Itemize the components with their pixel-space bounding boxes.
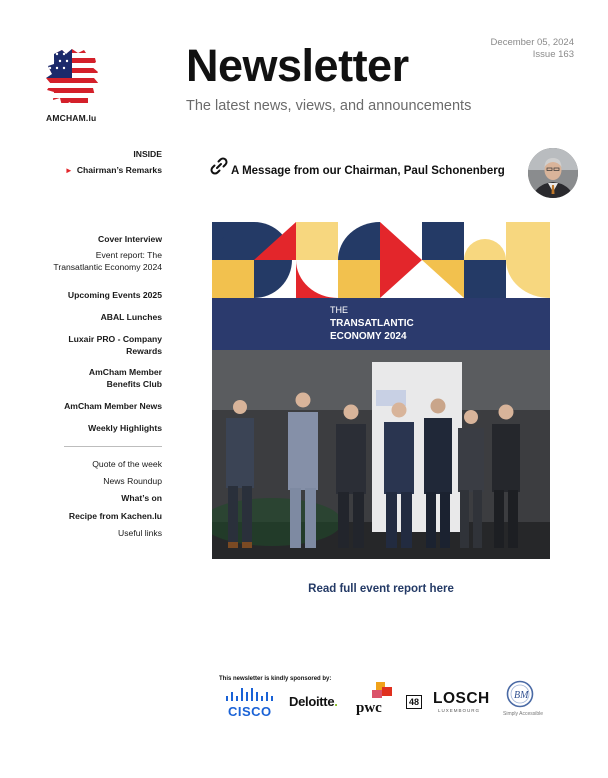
sponsor-losch[interactable]: LOSCH <box>433 690 490 707</box>
banner-line1: THE <box>330 305 348 315</box>
sidebar-item-abal-lunches[interactable]: ABAL Lunches <box>100 312 162 322</box>
amcham-logo[interactable] <box>44 48 100 110</box>
sidebar-item-event-report[interactable] <box>53 250 162 273</box>
sidebar-item-useful-links[interactable]: Useful links <box>118 528 162 538</box>
deloitte-dot: . <box>334 694 338 709</box>
sidebar-item-label: Chairman’s Remarks <box>76 165 162 175</box>
sidebar-item-quote[interactable]: Quote of the week <box>92 459 162 469</box>
sidebar-item-news-roundup[interactable]: News Roundup <box>103 476 162 486</box>
losch-48-badge: 48 <box>406 695 422 709</box>
sidebar-item-recipe[interactable]: Recipe from Kachen.lu <box>68 511 162 521</box>
sponsor-cisco[interactable]: CISCO <box>228 704 272 719</box>
sidebar-item-label: Rewards <box>126 345 162 356</box>
sidebar-item-luxair[interactable] <box>68 334 162 357</box>
sponsor-deloitte[interactable] <box>289 694 338 709</box>
issue-number: Issue 163 <box>532 49 574 60</box>
bm-logo-icon[interactable] <box>506 680 534 708</box>
sidebar-item-whats-on[interactable]: What’s on <box>121 493 162 503</box>
sidebar-item-label: Transatlantic Economy 2024 <box>53 261 162 272</box>
read-full-report-link[interactable]: Read full event report here <box>308 583 454 595</box>
svg-text:BM: BM <box>514 690 529 701</box>
sidebar-item-label: Benefits Club <box>106 378 162 389</box>
sidebar-item-label: Event report: The <box>95 250 162 260</box>
sidebar-item-weekly-highlights[interactable]: Weekly Highlights <box>88 423 162 433</box>
sidebar-item-cover-interview[interactable]: Cover Interview <box>98 234 162 244</box>
banner-line3: ECONOMY 2024 <box>330 331 407 342</box>
sidebar-divider <box>64 446 162 447</box>
sponsor-pwc[interactable]: pwc <box>356 700 382 716</box>
chairman-avatar <box>528 148 578 198</box>
issue-date: December 05, 2024 <box>490 37 574 48</box>
sidebar-item-benefits-club[interactable] <box>89 367 162 390</box>
brand-name: AMCHAM.lu <box>46 113 97 123</box>
page-title: Newsletter <box>186 40 409 91</box>
chairman-message-title[interactable]: A Message from our Chairman, Paul Schonenberg <box>231 165 505 177</box>
arrow-right-icon: ► <box>64 166 73 175</box>
deloitte-wordmark: Deloitte <box>289 694 335 709</box>
issue-meta <box>491 37 574 61</box>
losch-subtitle: LUXEMBOURG <box>438 708 481 713</box>
page-subtitle: The latest news, views, and announcements <box>186 98 472 114</box>
event-report-feature[interactable] <box>212 222 550 559</box>
sidebar-item-member-news[interactable]: AmCham Member News <box>64 401 162 411</box>
sidebar-item-chairman-remarks[interactable] <box>65 165 162 177</box>
sponsors-label: This newsletter is kindly sponsored by: <box>219 676 332 682</box>
sidebar-item-upcoming-events[interactable]: Upcoming Events 2025 <box>67 290 162 300</box>
banner-line2: TRANSATLANTIC <box>330 318 414 329</box>
link-icon[interactable] <box>208 155 230 177</box>
sidebar-item-label: Luxair PRO - Company <box>68 334 162 344</box>
sidebar-inside-label: INSIDE <box>133 149 162 159</box>
sidebar-item-label: AmCham Member <box>88 367 162 377</box>
bm-subtitle: Simply Accessible <box>503 711 544 717</box>
